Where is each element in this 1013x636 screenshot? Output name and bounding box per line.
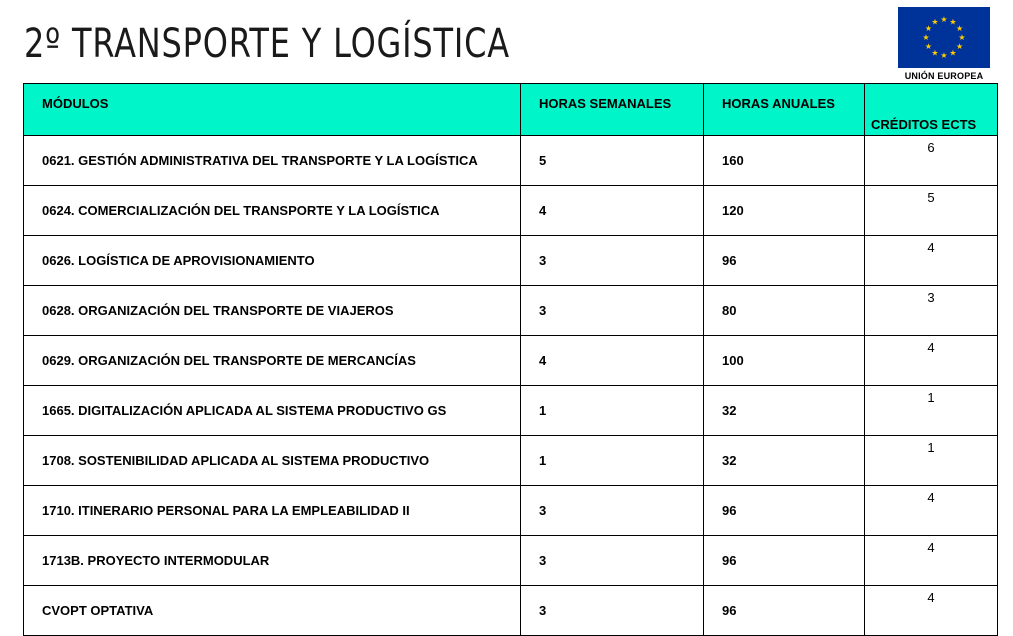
modules-table — [23, 83, 998, 636]
annual-hours: 32 — [704, 436, 865, 486]
weekly-hours: 4 — [521, 336, 704, 386]
page-title: 2º TRANSPORTE Y LOGÍSTICA — [24, 21, 510, 67]
annual-hours: 160 — [704, 136, 865, 186]
table-row — [24, 586, 998, 636]
ects-credits: 4 — [865, 236, 998, 286]
module-name: 1708. SOSTENIBILIDAD APLICADA AL SISTEMA PRODUCTIVO — [24, 436, 521, 486]
module-name: 1713B. PROYECTO INTERMODULAR — [24, 536, 521, 586]
ects-credits: 4 — [865, 336, 998, 386]
eu-caption: UNIÓN EUROPEA — [904, 71, 984, 81]
header-weekly-hours: HORAS SEMANALES — [521, 84, 704, 136]
module-name: CVOPT OPTATIVA — [24, 586, 521, 636]
module-name: 0628. ORGANIZACIÓN DEL TRANSPORTE DE VIAJEROS — [24, 286, 521, 336]
ects-credits: 6 — [865, 136, 998, 186]
module-name: 0624. COMERCIALIZACIÓN DEL TRANSPORTE Y LA LOGÍSTICA — [24, 186, 521, 236]
star-icon: ★ — [931, 17, 939, 27]
header-modules: MÓDULOS — [24, 84, 521, 136]
table-row — [24, 486, 998, 536]
weekly-hours: 1 — [521, 386, 704, 436]
star-icon: ★ — [958, 33, 966, 43]
module-name: 0626. LOGÍSTICA DE APROVISIONAMIENTO — [24, 236, 521, 286]
star-icon: ★ — [931, 48, 939, 58]
table-row — [24, 386, 998, 436]
module-name: 1710. ITINERARIO PERSONAL PARA LA EMPLEABILIDAD II — [24, 486, 521, 536]
annual-hours: 100 — [704, 336, 865, 386]
header-ects-credits: CRÉDITOS ECTS — [865, 84, 998, 136]
eu-flag-icon — [898, 7, 990, 68]
weekly-hours: 3 — [521, 236, 704, 286]
module-name: 0621. GESTIÓN ADMINISTRATIVA DEL TRANSPORTE Y LA LOGÍSTICA — [24, 136, 521, 186]
star-icon: ★ — [956, 24, 964, 34]
annual-hours: 96 — [704, 236, 865, 286]
weekly-hours: 3 — [521, 586, 704, 636]
weekly-hours: 4 — [521, 186, 704, 236]
table-row — [24, 136, 998, 186]
annual-hours: 96 — [704, 586, 865, 636]
star-icon: ★ — [924, 42, 932, 52]
star-icon: ★ — [956, 42, 964, 52]
star-icon: ★ — [949, 48, 957, 58]
table-row — [24, 286, 998, 336]
table-row — [24, 236, 998, 286]
weekly-hours: 5 — [521, 136, 704, 186]
star-icon: ★ — [949, 17, 957, 27]
annual-hours: 96 — [704, 536, 865, 586]
weekly-hours: 3 — [521, 486, 704, 536]
weekly-hours: 3 — [521, 286, 704, 336]
weekly-hours: 3 — [521, 536, 704, 586]
table-header-row — [24, 84, 998, 136]
header-annual-hours: HORAS ANUALES — [704, 84, 865, 136]
annual-hours: 80 — [704, 286, 865, 336]
annual-hours: 120 — [704, 186, 865, 236]
ects-credits: 5 — [865, 186, 998, 236]
table-row — [24, 186, 998, 236]
star-icon: ★ — [922, 33, 930, 43]
table-row — [24, 436, 998, 486]
star-icon: ★ — [924, 24, 932, 34]
table-row — [24, 536, 998, 586]
annual-hours: 32 — [704, 386, 865, 436]
module-name: 1665. DIGITALIZACIÓN APLICADA AL SISTEMA PRODUCTIVO GS — [24, 386, 521, 436]
star-icon: ★ — [940, 15, 948, 25]
star-icon: ★ — [940, 51, 948, 61]
ects-credits: 4 — [865, 586, 998, 636]
ects-credits: 1 — [865, 436, 998, 486]
annual-hours: 96 — [704, 486, 865, 536]
table-row — [24, 336, 998, 386]
eu-logo — [898, 7, 990, 81]
ects-credits: 4 — [865, 536, 998, 586]
ects-credits: 3 — [865, 286, 998, 336]
ects-credits: 4 — [865, 486, 998, 536]
module-name: 0629. ORGANIZACIÓN DEL TRANSPORTE DE MERCANCÍAS — [24, 336, 521, 386]
weekly-hours: 1 — [521, 436, 704, 486]
ects-credits: 1 — [865, 386, 998, 436]
